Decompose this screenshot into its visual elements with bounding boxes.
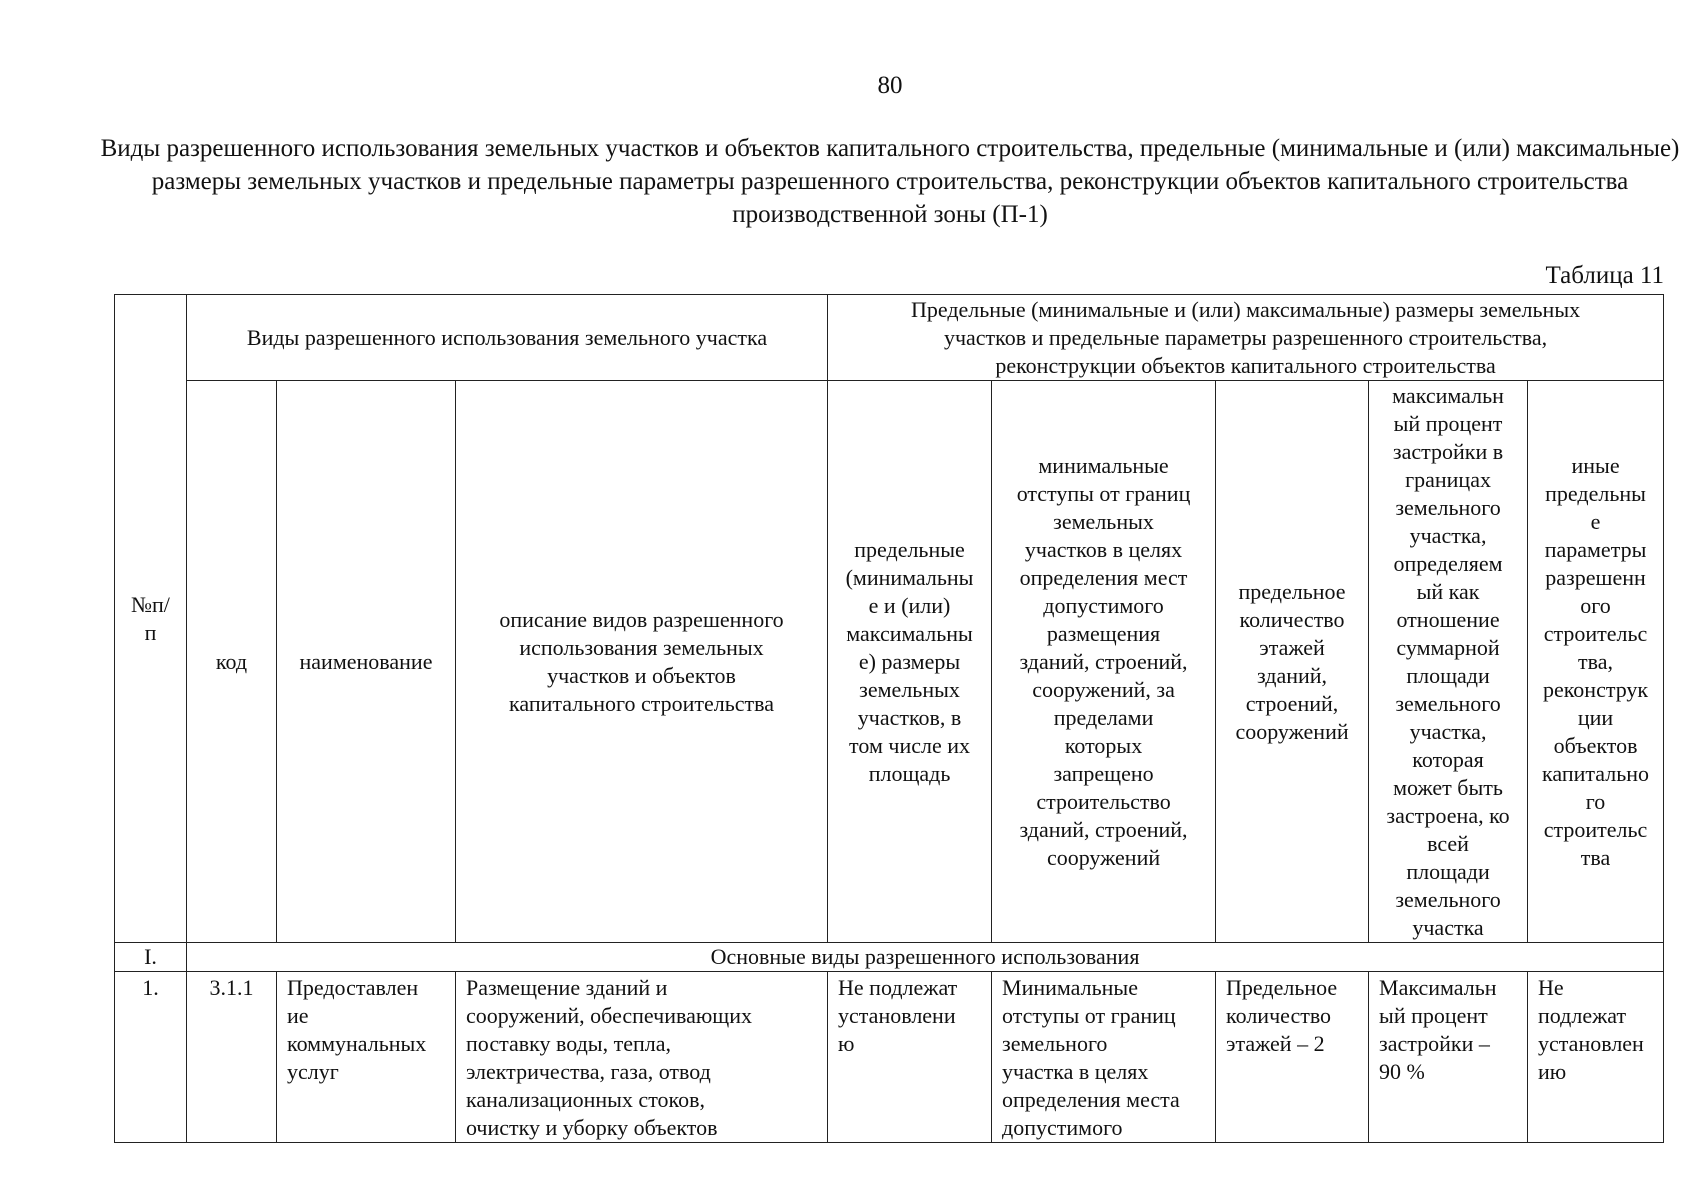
header-setbacks-cell xyxy=(992,381,1216,943)
header-floors: предельное количество этажей зданий, строений, сооружений xyxy=(1235,578,1349,744)
row-code: 3.1.1 xyxy=(209,975,254,1000)
row-other-cell xyxy=(1528,972,1664,1143)
row-description-cell xyxy=(456,972,828,1143)
document-title: Виды разрешенного использования земельных участков и объектов капитального строительства, предельные (минимальные и (или) максимальные) размеры земельных участков и предельные параметры разрешенного строительства, реконструкции объектов капитального строительства производственной зоны (П-1) xyxy=(100,135,1680,228)
header-coverage: максимальн ый процент застройки в границах земельного участка, определяем ый как отношение суммарной площади земельного участка, которая может быть застроена, ко всей площади земельного участка xyxy=(1386,382,1510,940)
header-name-cell xyxy=(277,381,456,943)
header-other-cell xyxy=(1528,381,1664,943)
row-coverage-cell xyxy=(1369,972,1528,1143)
header-group-uses: Виды разрешенного использования земельного участка xyxy=(246,324,768,350)
header-num: №п/ п xyxy=(131,591,170,645)
row-coverage: Максимальн ый процент застройки – 90 % xyxy=(1379,975,1497,1084)
header-row-columns xyxy=(115,381,1664,943)
header-code-cell xyxy=(187,381,277,943)
row-setbacks-cell xyxy=(992,972,1216,1143)
header-other: иные предельны е параметры разрешенн ого строительс тва, реконструк ции объектов капитально го строительс тва xyxy=(1542,452,1650,870)
section-label-cell xyxy=(187,943,1664,972)
row-code-cell xyxy=(187,972,277,1143)
section-label: Основные виды разрешенного использования xyxy=(710,944,1140,969)
header-description: описание видов разрешенного использования земельных участков и объектов капитального строительства xyxy=(499,606,784,716)
row-description: Размещение зданий и сооружений, обеспечивающих поставку воды, тепла, электричества, газа, отвод канализационных стоков, очистку и уборку объектов xyxy=(466,975,752,1140)
header-group-limits: Предельные (минимальные и (или) максимальные) размеры земельных участков и предельные параметры разрешенного строительства, реконструкции объектов капитального строительства xyxy=(910,296,1581,378)
header-setbacks: минимальные отступы от границ земельных участков в целях определения мест допустимого размещения зданий, строений, сооружений, за пределами которых запрещено строительство зданий, строений, сооружений xyxy=(1016,452,1191,870)
section-num-cell xyxy=(115,943,187,972)
row-num-cell xyxy=(115,972,187,1143)
row-plot-size: Не подлежат установлени ю xyxy=(838,975,958,1056)
section-num: I. xyxy=(144,944,157,969)
row-num: 1. xyxy=(142,975,159,1000)
page-number: 80 xyxy=(877,72,903,99)
row-name: Предоставлен ие коммунальных услуг xyxy=(287,975,427,1084)
header-description-cell xyxy=(456,381,828,943)
section-row xyxy=(115,943,1664,972)
header-plot-size-cell xyxy=(828,381,992,943)
header-num-cell xyxy=(115,295,187,943)
table-row xyxy=(115,972,1664,1143)
header-code: код xyxy=(215,648,248,674)
header-floors-cell xyxy=(1216,381,1369,943)
row-plot-size-cell xyxy=(828,972,992,1143)
header-row-groups xyxy=(115,295,1664,381)
row-floors: Предельное количество этажей – 2 xyxy=(1226,975,1338,1056)
row-floors-cell xyxy=(1216,972,1369,1143)
row-name-cell xyxy=(277,972,456,1143)
header-group-limits-cell xyxy=(828,295,1664,381)
permitted-use-table xyxy=(114,294,1664,1143)
header-group-uses-cell xyxy=(187,295,828,381)
row-other: Не подлежат установлен ию xyxy=(1538,975,1644,1084)
header-name: наименование xyxy=(299,648,433,674)
header-plot-size: предельные (минимальны е и (или) максимальны е) размеры земельных участков, в том числе их площадь xyxy=(845,536,974,786)
header-coverage-cell xyxy=(1369,381,1528,943)
table-caption: Таблица 11 xyxy=(1545,262,1664,289)
row-setbacks: Минимальные отступы от границ земельного участка в целях определения места допустимого xyxy=(1002,975,1180,1140)
